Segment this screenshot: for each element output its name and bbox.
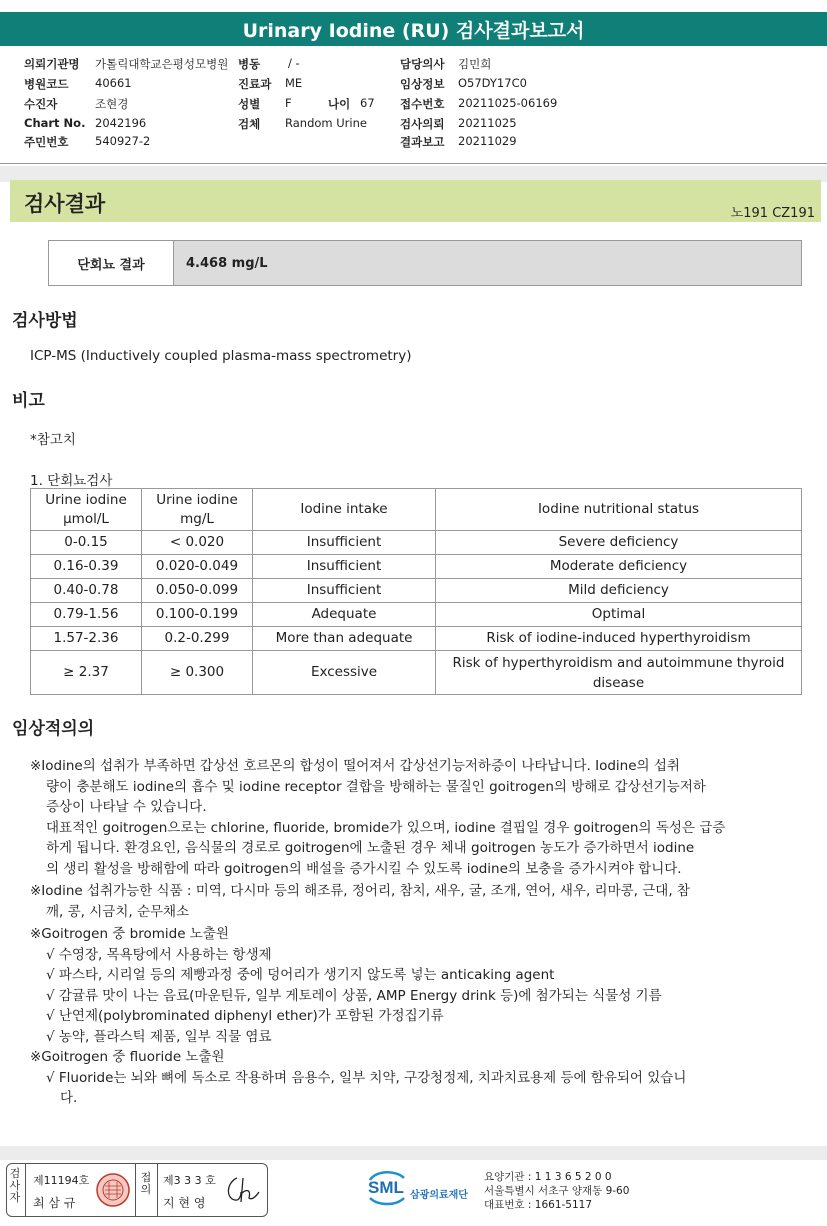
report-label: 결과보고 (400, 135, 445, 149)
table-cell: ≥ 2.37 (31, 651, 142, 695)
table-cell: Adequate (253, 603, 436, 627)
clinical-text (30, 756, 790, 1109)
confirmer-number: 제3 3 3 호 (163, 1174, 216, 1187)
table-cell: ≥ 0.300 (142, 651, 253, 695)
chart-label: Chart No. (24, 116, 86, 130)
clinical-line: ※Goitrogen 중 bromide 노출원 (30, 926, 229, 942)
clinical-info-value: O57DY17C0 (458, 76, 527, 90)
confirmer-label (140, 1172, 154, 1196)
clinical-line: 대표적인 goitrogen으로는 chlorine, fluoride, bromide가 있으며, iodine 결핍일 경우 goitrogen의 독성은 급증 (46, 819, 726, 836)
result-section-title: 검사결과 (24, 192, 106, 216)
table-cell: Mild deficiency (436, 579, 802, 603)
list-item: √ 난연제(polybrominated diphenyl ether)가 포함된 가정집기류 (46, 1008, 444, 1024)
table-cell: Insufficient (253, 555, 436, 579)
receipt-label: 접수번호 (400, 97, 445, 111)
table-row (31, 579, 802, 603)
institution-label: 의뢰기관명 (24, 57, 80, 71)
table-row (31, 651, 802, 695)
request-label: 검사의뢰 (400, 117, 445, 131)
examiner-name: 최 삼 규 (33, 1196, 76, 1210)
table-cell: More than adequate (253, 627, 436, 651)
clinical-line: ※Iodine 섭취가능한 식품 : 미역, 다시마 등의 해조류, 정어리, 참치, 새우, 굴, 조개, 연어, 새우, 리마콩, 근대, 참 (30, 883, 690, 899)
clinical-line: 량이 충분해도 iodine의 흡수 및 iodine receptor 결합을 방해하는 물질인 goitrogen의 방해로 갑상선기능저하 (46, 778, 706, 795)
hospital-code-value: 40661 (95, 76, 132, 90)
age-value: 67 (360, 96, 375, 110)
id-label: 주민번호 (24, 135, 69, 149)
table-cell: Insufficient (253, 579, 436, 603)
specimen-label: 검체 (238, 117, 261, 131)
receipt-value: 20211025-06169 (458, 96, 558, 110)
doctor-value: 김민희 (458, 57, 492, 71)
list-item: √ 감귤류 맛이 나는 음료(마운틴듀, 일부 게토레이 상품, AMP Energy drink 등)에 첨가되는 식물성 기름 (46, 987, 662, 1004)
examiner-seal-icon (95, 1172, 131, 1208)
table-row (31, 531, 802, 555)
table-cell: 0.050-0.099 (142, 579, 253, 603)
divider (135, 1164, 136, 1216)
result-value: 4.468 mg/L (174, 241, 801, 285)
examiner-label-text: 검사자 (9, 1167, 21, 1204)
col-umol: Urine iodine μmol/L (31, 489, 142, 531)
col-status: Iodine nutritional status (436, 489, 802, 531)
ward-label: 병동 (238, 57, 261, 71)
table-row (31, 603, 802, 627)
result-section-header (10, 180, 821, 222)
sml-logo (366, 1168, 476, 1212)
clinical-line: 하게 됩니다. 환경요인, 음식물의 경로로 goitrogen에 노출된 경우 체내 goitrogen 농도가 증가하면서 iodine (46, 840, 695, 856)
age-label: 나이 (328, 97, 351, 111)
table-cell: Moderate deficiency (436, 555, 802, 579)
clinical-line: ※Goitrogen 중 fluoride 노출원 (30, 1049, 225, 1065)
divider (25, 1164, 26, 1216)
table-cell: 0.40-0.78 (31, 579, 142, 603)
clinical-line: ※Iodine의 섭취가 부족하면 갑상선 호르몬의 합성이 떨어져서 갑상선기능저하증이 나타납니다. Iodine의 섭취 (30, 758, 680, 774)
institution-value: 가톨릭대학교은평성모병원 (95, 57, 229, 71)
sex-label: 성별 (238, 97, 261, 111)
table-cell: 1.57-2.36 (31, 627, 142, 651)
table-cell: 0.2-0.299 (142, 627, 253, 651)
clinical-line: 증상이 나타날 수 있습니다. (46, 799, 207, 815)
report-title: Urinary Iodine (RU) 검사결과보고서 (0, 12, 827, 46)
confirmer-label-text: 접의 (140, 1171, 152, 1196)
table-cell: 0.020-0.049 (142, 555, 253, 579)
list-item: √ Fluoride는 뇌와 뼈에 독소로 작용하며 음용수, 일부 치약, 구강청정제, 치과치료용제 등에 함유되어 있습니 (46, 1069, 687, 1086)
confirmer-name: 지 현 영 (163, 1196, 206, 1210)
lab-address: 서울특별시 서초구 양재동 9-60 (484, 1185, 630, 1197)
hospital-code-label: 병원코드 (24, 77, 69, 91)
remarks-title: 비고 (12, 391, 45, 411)
table-cell: 0.100-0.199 (142, 603, 253, 627)
list-item: √ 수영장, 목욕탕에서 사용하는 항생제 (46, 946, 272, 963)
specimen-value: Random Urine (285, 116, 367, 130)
id-value: 540927-2 (95, 134, 151, 148)
table-row (31, 555, 802, 579)
table-cell: 0.16-0.39 (31, 555, 142, 579)
list-item: √ 농약, 플라스틱 제품, 일부 직물 염료 (46, 1028, 272, 1045)
table-cell: Risk of hyperthyroidism and autoimmune thyroid disease (436, 651, 802, 695)
report-info-panel (0, 46, 827, 164)
request-value: 20211025 (458, 116, 517, 130)
table-cell: Excessive (253, 651, 436, 695)
report-value: 20211029 (458, 134, 517, 148)
signature-box (6, 1163, 268, 1217)
table-cell: < 0.020 (142, 531, 253, 555)
patient-value: 조현경 (95, 97, 129, 111)
divider (157, 1164, 158, 1216)
ward-value: / - (288, 56, 300, 70)
examiner-number: 제11194호 (33, 1174, 90, 1187)
reference-table (30, 488, 802, 695)
method-text: ICP-MS (Inductively coupled plasma-mass spectrometry) (30, 348, 412, 364)
clinical-line: 깨, 콩, 시금치, 순무채소 (46, 903, 190, 920)
table-cell: Insufficient (253, 531, 436, 555)
result-box (48, 240, 802, 286)
clinical-info-label: 임상정보 (400, 77, 445, 91)
logo-text: SML (368, 1178, 404, 1197)
lab-info (484, 1170, 629, 1212)
table-title: 1. 단회뇨검사 (30, 473, 113, 489)
examiner-label (9, 1168, 23, 1204)
lab-phone: 대표번호 : 1661-5117 (484, 1199, 593, 1211)
signature-icon (221, 1172, 263, 1208)
sex-value: F (285, 96, 292, 110)
test-code: 노191 CZ191 (730, 206, 815, 221)
col-mgl: Urine iodine mg/L (142, 489, 253, 531)
table-cell: 0-0.15 (31, 531, 142, 555)
dept-value: ME (285, 76, 303, 90)
chart-value: 2042196 (95, 116, 147, 130)
result-label: 단회뇨 결과 (49, 241, 174, 285)
list-item: √ 파스타, 시리얼 등의 제빵과정 중에 덩어리가 생기지 않도록 넣는 anticaking agent (46, 967, 555, 983)
table-cell: 0.79-1.56 (31, 603, 142, 627)
reference-note: *참고치 (30, 432, 76, 448)
footer-separator (0, 1146, 827, 1160)
col-intake: Iodine intake (253, 489, 436, 531)
dept-label: 진료과 (238, 77, 272, 91)
lab-code: 요양기관 : 1 1 3 6 5 2 0 0 (484, 1171, 612, 1183)
table-cell: Risk of iodine-induced hyperthyroidism (436, 627, 802, 651)
doctor-label: 담당의사 (400, 57, 445, 71)
patient-label: 수진자 (24, 97, 58, 111)
list-item: 다. (60, 1090, 78, 1106)
table-cell: Optimal (436, 603, 802, 627)
org-name: 삼광의료재단 (410, 1190, 468, 1201)
table-cell: Severe deficiency (436, 531, 802, 555)
table-row (31, 627, 802, 651)
clinical-line: 의 생리 활성을 방해함에 따라 goitrogen의 배설을 증가시킬 수 있도록 iodine의 보충을 증가시켜야 합니다. (46, 860, 682, 877)
method-title: 검사방법 (12, 311, 78, 331)
table-header-row (31, 489, 802, 531)
clinical-title: 임상적의의 (12, 719, 95, 739)
